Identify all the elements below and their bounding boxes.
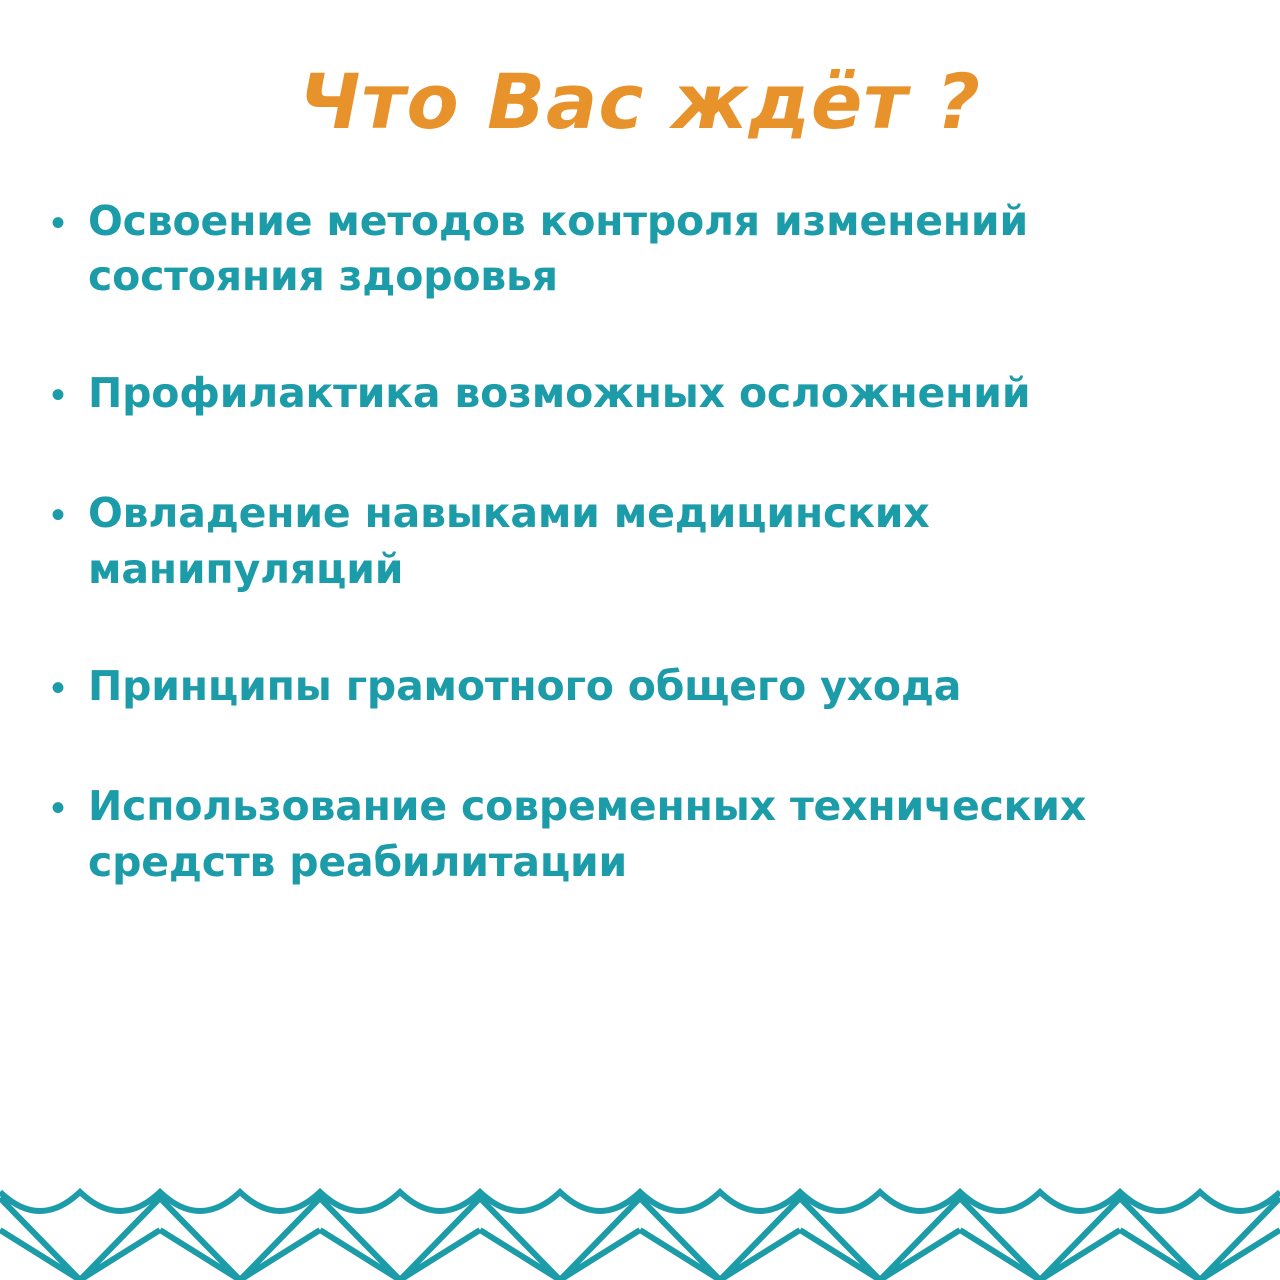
bullet-dot-icon: • xyxy=(50,666,65,711)
list-item xyxy=(28,486,1224,597)
list-item xyxy=(28,779,1224,890)
list-item-label: Профилактика возможных осложнений xyxy=(88,369,1031,418)
list-item-label: Овладение навыками медицинских манипуляций xyxy=(88,489,930,593)
list-item xyxy=(28,366,1224,424)
bullet-list xyxy=(0,142,1280,1280)
bullet-dot-icon: • xyxy=(50,493,65,538)
list-item-label: Использование современных технических средств реабилитации xyxy=(88,782,1087,886)
page-title: Что Вас ждёт ? xyxy=(298,57,981,146)
list-item-label: Принципы грамотного общего ухода xyxy=(88,662,962,711)
list-item-label: Освоение методов контроля изменений состояния здоровья xyxy=(88,196,1028,301)
bullet-dot-icon: • xyxy=(50,786,65,831)
bullet-dot-icon: • xyxy=(50,200,65,245)
list-item xyxy=(28,659,1224,717)
zigzag-border-decoration xyxy=(0,1168,1280,1280)
bullet-dot-icon: • xyxy=(50,373,65,418)
list-item xyxy=(28,194,1224,305)
